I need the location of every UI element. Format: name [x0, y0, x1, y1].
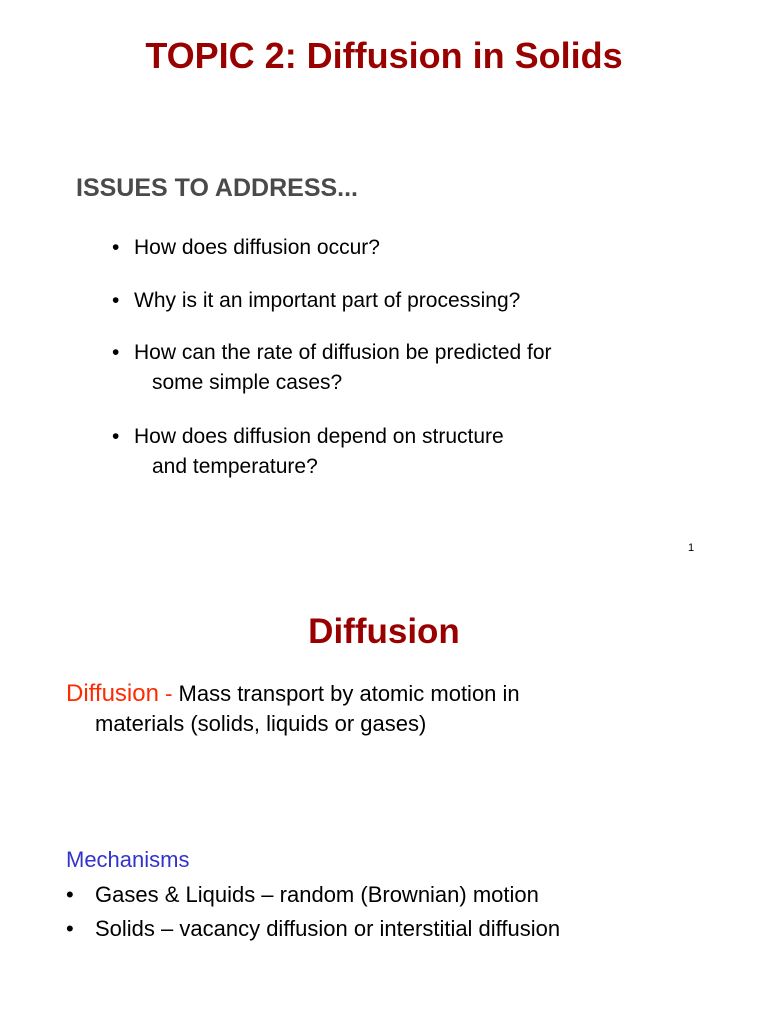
- mechanism-bullet-2: [66, 913, 560, 945]
- mechanisms-heading: Mechanisms: [66, 847, 190, 872]
- issues-heading: ISSUES TO ADDRESS...: [76, 174, 359, 202]
- issue-bullet-1: [112, 233, 380, 263]
- issue-bullet-4: [112, 422, 504, 482]
- definition-text: Mass transport by atomic motion in: [178, 681, 520, 706]
- bullet-dot: •: [112, 289, 120, 312]
- definition-continuation: materials (solids, liquids or gases): [95, 711, 427, 736]
- bullet-dot: •: [112, 236, 120, 259]
- page-number: 1: [688, 542, 695, 554]
- issue-bullet-2: [112, 286, 520, 316]
- slide2-title: Diffusion: [308, 612, 460, 651]
- mechanism-text: Solids – vacancy diffusion or interstitial diffusion: [95, 916, 561, 941]
- bullet-dot: •: [112, 425, 120, 448]
- issue-bullet-3: [112, 338, 552, 398]
- bullet-dot: •: [66, 882, 74, 907]
- mechanism-text: Gases & Liquids – random (Brownian) motion: [95, 882, 539, 907]
- issue-bullet-continuation: some simple cases?: [152, 371, 343, 394]
- issue-bullet-text: How does diffusion depend on structure: [134, 425, 504, 448]
- bullet-dot: •: [112, 341, 120, 364]
- diffusion-definition: [66, 679, 520, 739]
- definition-term: Diffusion: [66, 680, 159, 707]
- issue-bullet-text: How can the rate of diffusion be predicted for: [134, 341, 552, 364]
- definition-separator: -: [158, 681, 179, 706]
- slide1-title: TOPIC 2: Diffusion in Solids: [145, 35, 623, 76]
- issue-bullet-text: How does diffusion occur?: [134, 236, 380, 259]
- issue-bullet-text: Why is it an important part of processing?: [134, 289, 521, 312]
- issue-bullet-continuation: and temperature?: [152, 455, 318, 478]
- bullet-dot: •: [66, 916, 74, 941]
- mechanism-bullet-1: [66, 879, 539, 911]
